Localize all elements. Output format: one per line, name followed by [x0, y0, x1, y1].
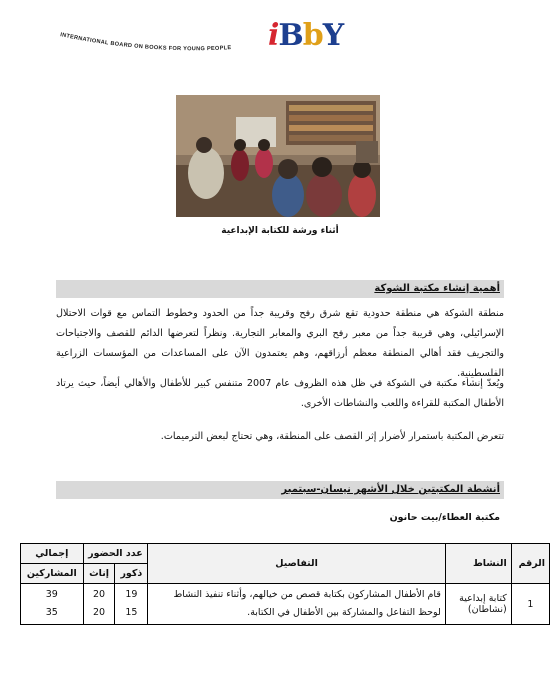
- cell-female: 20 20: [83, 584, 115, 625]
- section-title: أهمية إنشاء مكتبة الشوكة: [374, 283, 500, 294]
- section-heading-activities: [56, 481, 504, 499]
- logo-brand: iBbY: [268, 18, 344, 53]
- section-title: أنشطة المكتبتين خلال الأشهر نيسان-سبتمبر: [281, 484, 500, 495]
- logo-tagline-text: INTERNATIONAL BOARD ON BOOKS FOR YOUNG PEOPLE: [59, 32, 232, 53]
- cell-details: [148, 584, 446, 625]
- paragraph: ويُعدّ إنشاء مكتبة في الشوكة في ظل هذه الظروف عام 2007 متنفس كبير للأطفال والأهالي أيضاً، حيث يرتاد الأطفال المكتبة للقراءة واللعب والنشاطات الأخرى.: [56, 378, 504, 409]
- col-header-female: إناث: [83, 564, 115, 584]
- col-header-num: الرقم: [511, 544, 549, 584]
- svg-text:INTERNATIONAL BOARD ON BOOKS F: [60, 32, 232, 52]
- table-header-row: [21, 544, 550, 564]
- section-heading-importance: [56, 280, 504, 298]
- col-header-total-sub: المشاركين: [21, 564, 84, 584]
- details-line: لوحظ التفاعل والمشاركة بين الأطفال في الكتابة.: [247, 607, 441, 618]
- library-name: مكتبة العطاء/بيت حانون: [389, 512, 500, 523]
- col-header-details: التفاصيل: [148, 544, 446, 584]
- col-header-total: إجمالي: [21, 544, 84, 564]
- paragraph: منطقة الشوكة هي منطقة حدودية تقع شرق رفح وقريبة جداً من الحدود وخطوط التماس مع قوات الاحتلال الإسرائيلي، وهي قريبة جداً من معبر رفح البري والمعابر التجارية. ونظراً لتعرضها الدائم للقصف والاجتياحات والتجريف فقد أهالي المنطقة معظم أرزاقهم، وهم يعتمدون الآن على المساعدات من المؤسسات الزراعية الفلسطينية.: [56, 308, 504, 379]
- cell-num: 1: [511, 584, 549, 625]
- cell-total: 39 35: [21, 584, 84, 625]
- col-header-activity: النشاط: [445, 544, 511, 584]
- ibby-logo: [58, 18, 348, 58]
- workshop-photo: [176, 95, 380, 217]
- cell-male: 19 15: [115, 584, 148, 625]
- activities-table: [20, 543, 550, 625]
- details-line: قام الأطفال المشاركون بكتابة قصص من خيالهم، وأثناء تنفيذ النشاط: [173, 589, 441, 600]
- logo-tagline: [58, 32, 268, 54]
- col-header-attendance: عدد الحضور: [83, 544, 148, 564]
- col-header-male: ذكور: [115, 564, 148, 584]
- table-row: [21, 584, 550, 625]
- photo-caption: أثناء ورشة للكتابة الإبداعية: [221, 226, 339, 236]
- paragraph: تتعرض المكتبة باستمرار لأضرار إثر القصف على المنطقة، وهي تحتاج لبعض الترميمات.: [160, 431, 504, 442]
- cell-activity: كتابة إبداعية (نشاطان): [445, 584, 511, 625]
